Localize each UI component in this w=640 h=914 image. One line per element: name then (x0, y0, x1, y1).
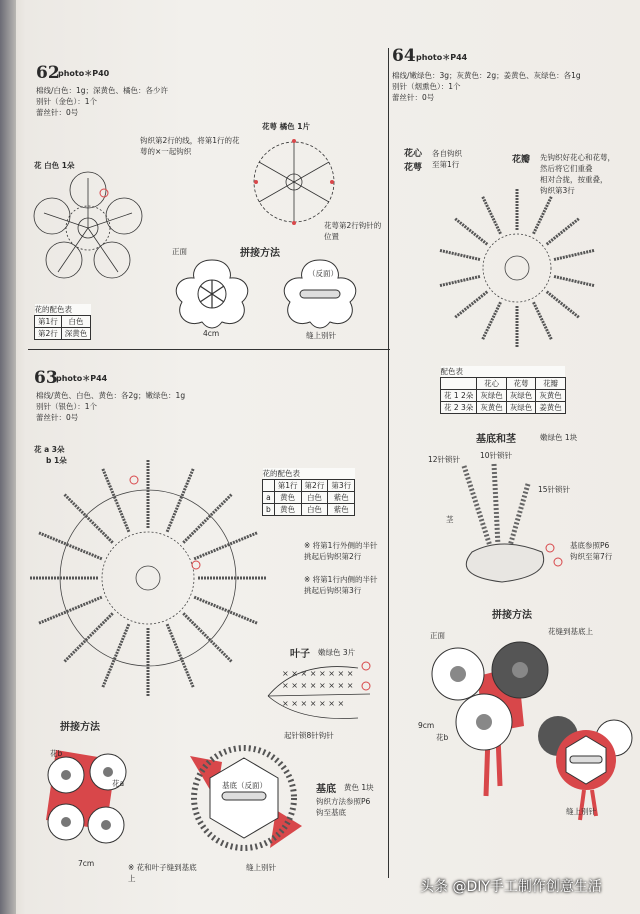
join-63-sew-note: ※ 花和叶子缝到基底上 (128, 863, 197, 883)
stem-64-12: 12针锁针 (428, 455, 461, 464)
pattern-63-pin: 别针（银色）：1个 (36, 402, 98, 411)
table-head: 第1行 (274, 480, 301, 492)
svg-text:× × × × × × ×: × × × × × × × (282, 699, 345, 708)
note-63-b: ※ 将第1行内侧的半针挑起后钩织第3行 (304, 575, 378, 595)
stem-64-color: 嫩绿色 1块 (540, 433, 578, 442)
stem-64-note-a: 基底参照P6 (570, 541, 610, 550)
stitch-ray (183, 495, 231, 543)
table-cell: a (263, 492, 275, 504)
pattern-62-pin: 别针（金色）：1个 (36, 97, 98, 106)
join-63-title: 拼接方法 (60, 722, 100, 733)
pattern-64-hook: 蕾丝针：0号 (392, 93, 435, 102)
svg-text:× × × × × × × ×: × × × × × × × × (282, 681, 354, 690)
stitch-ray (533, 196, 551, 234)
table-cell: 灰黄色 (536, 390, 566, 402)
petal-64-label: 花瓣 (512, 155, 531, 165)
table-head: 第3行 (328, 480, 355, 492)
pattern-62-number: 62 (36, 63, 60, 83)
table-cell: 白色 (301, 504, 328, 516)
petal-64-note-a: 先钩织好花心和花萼，然后将它们重叠 (540, 153, 615, 173)
base-63-title: 基底 (316, 784, 336, 795)
join-64-flower2: 花b (436, 733, 449, 742)
pattern-63-photo-ref: photo＊P44 (56, 374, 108, 383)
flower-63-label-b: b 1朵 (46, 456, 67, 465)
table-cell: 花 1 2朵 (441, 390, 477, 402)
stitch-ray (482, 196, 500, 234)
horizontal-divider (28, 349, 390, 350)
watermark: 头条 @DIY手工制作创意生活 (420, 879, 602, 895)
leaf-63-note: 起针锁8针钩针 (284, 731, 334, 740)
pattern-63-number: 63 (34, 368, 58, 388)
join-63-width: 7cm (78, 859, 95, 868)
leaf-63-color: 嫩绿色 3片 (318, 648, 356, 657)
table-cell: 花 2 3朵 (441, 402, 477, 414)
table-head: 花瓣 (536, 378, 566, 390)
join-63-flower-a: 花a (112, 779, 125, 788)
stem-64-note-b: 钩织至第7行 (570, 552, 613, 561)
petal-64-note-c: 钩织第3行 (540, 186, 575, 195)
base-63-note-b: 钩至基底 (316, 808, 346, 817)
join-64-height: 9cm (418, 721, 435, 730)
stitch-ray (482, 302, 500, 340)
flower-63-label-a: 花 a 3朵 (34, 445, 65, 454)
stitch-ray (454, 292, 487, 318)
pattern-62-hook: 蕾丝针：0号 (36, 108, 79, 117)
pattern-63-hook: 蕾丝针：0号 (36, 413, 79, 422)
base-63-note-a: 钩织方法参照P6 (316, 797, 371, 806)
note-62-b: 花萼第2行钩针的位置 (324, 221, 382, 241)
pattern-64-photo-ref: photo＊P44 (416, 53, 468, 62)
table-cell: 第1行 (35, 316, 62, 328)
table-cell: 白色 (301, 492, 328, 504)
flower-62-label: 花 白色 1朵 (34, 161, 75, 170)
svg-text:× × × × × × × ×: × × × × × × × × (282, 669, 354, 678)
stitch-ray (533, 302, 551, 340)
table-head: 花心 (477, 378, 507, 390)
table-cell: 白色 (61, 316, 91, 328)
table-cell: 灰绿色 (506, 390, 536, 402)
table-cell: 深黄色 (61, 328, 91, 340)
join-64-front: 正面 (430, 631, 445, 640)
center-64-note-b: 至第1行 (432, 160, 460, 169)
stitch-ray (439, 276, 480, 285)
table-head (263, 480, 275, 492)
table-head: 花萼 (506, 378, 536, 390)
sepal-62-diagram (244, 132, 344, 232)
stitch-ray (547, 218, 580, 244)
book-spine (0, 0, 16, 914)
stitch-ray (554, 250, 595, 259)
table-cell: 灰黄色 (477, 402, 507, 414)
base-63-diagram (186, 740, 306, 860)
table-cell: 灰绿色 (506, 402, 536, 414)
center-64-label: 花心 (404, 149, 423, 159)
sepal-64-label: 花萼 (404, 163, 423, 173)
stitch-ray (439, 250, 480, 259)
note-62-a: 钩织第2行的线，将第1行的花萼的×一起钩织 (140, 136, 240, 156)
table-head (441, 378, 477, 390)
stitch-ray (554, 276, 595, 285)
stitch-ray (454, 218, 487, 244)
color-table-64-title: 配色表 (441, 366, 566, 378)
table-cell: 灰绿色 (477, 390, 507, 402)
pattern-63-material: 棉线/黄色、白色、黄色：各2g；嫩绿色：1g (36, 391, 186, 400)
petal-64-note-b: 相对合拢，按重叠， (540, 175, 608, 184)
join-62-pin: 缝上别针 (306, 331, 336, 340)
join-63-flower-b: 花b (50, 749, 63, 758)
stem-64-diagram (432, 456, 572, 592)
join-62-front-diagram (170, 256, 254, 330)
table-cell: 紫色 (328, 504, 355, 516)
stem-64-label: 茎 (446, 515, 454, 524)
stitch-ray (65, 495, 113, 543)
leaf-63-label: 叶子 (290, 649, 310, 660)
table-cell: 黄色 (274, 492, 301, 504)
stitch-ray (547, 292, 580, 318)
stem-64-15: 15针锁针 (538, 485, 571, 494)
flower-62-diagram (28, 168, 148, 298)
join-64-title: 拼接方法 (492, 610, 532, 621)
join-62-back: （反面） (308, 269, 338, 278)
color-table-62-title: 花的配色表 (35, 304, 91, 316)
note-63-a: ※ 将第1行外侧的半针挑起后钩织第2行 (304, 541, 378, 561)
stem-64-10: 10针锁针 (480, 451, 513, 460)
join-64-pin: 缝上别针 (566, 807, 596, 816)
pattern-62-material: 棉线/白色：1g；深黄色、橘色：各少许 (36, 86, 169, 95)
table-cell: 黄色 (274, 504, 301, 516)
join-62-width: 4cm (203, 329, 220, 338)
base-63-color: 黄色 1块 (344, 783, 374, 792)
pattern-64-number: 64 (392, 46, 416, 66)
base-63-inner: 基底（反面） (222, 781, 267, 790)
leaf-63-diagram (258, 658, 378, 728)
vertical-divider (388, 48, 389, 878)
table-cell: 第2行 (35, 328, 62, 340)
pattern-64-pin: 别针（烟熏色）：1个 (392, 82, 461, 91)
pattern-64-material: 棉线/嫩绿色：3g；灰黄色：2g；姜黄色、灰绿色：各1g (392, 71, 581, 80)
center-64-note-a: 各自钩织 (432, 149, 462, 158)
join-63-pin: 缝上别针 (246, 863, 276, 872)
color-table-63-title: 花的配色表 (263, 468, 355, 480)
flower-64-diagram (432, 196, 602, 366)
join-64-sew-base: 花缝到基底上 (548, 627, 593, 636)
stitch-ray (65, 613, 113, 661)
flower-63-diagram (36, 450, 266, 690)
table-head: 第2行 (301, 480, 328, 492)
table-cell: b (263, 504, 275, 516)
color-table-64 (440, 366, 566, 414)
pattern-62-photo-ref: photo＊P40 (58, 69, 110, 78)
join-62-title: 拼接方法 (240, 248, 280, 259)
color-table-62 (34, 304, 91, 340)
table-cell: 紫色 (328, 492, 355, 504)
join-62-front: 正面 (172, 247, 187, 256)
table-cell: 姜黄色 (536, 402, 566, 414)
sepal-62-label: 花萼 橘色 1片 (262, 122, 310, 131)
color-table-63 (262, 468, 355, 516)
stitch-ray (183, 613, 231, 661)
stem-64-title: 基底和茎 (476, 434, 516, 445)
